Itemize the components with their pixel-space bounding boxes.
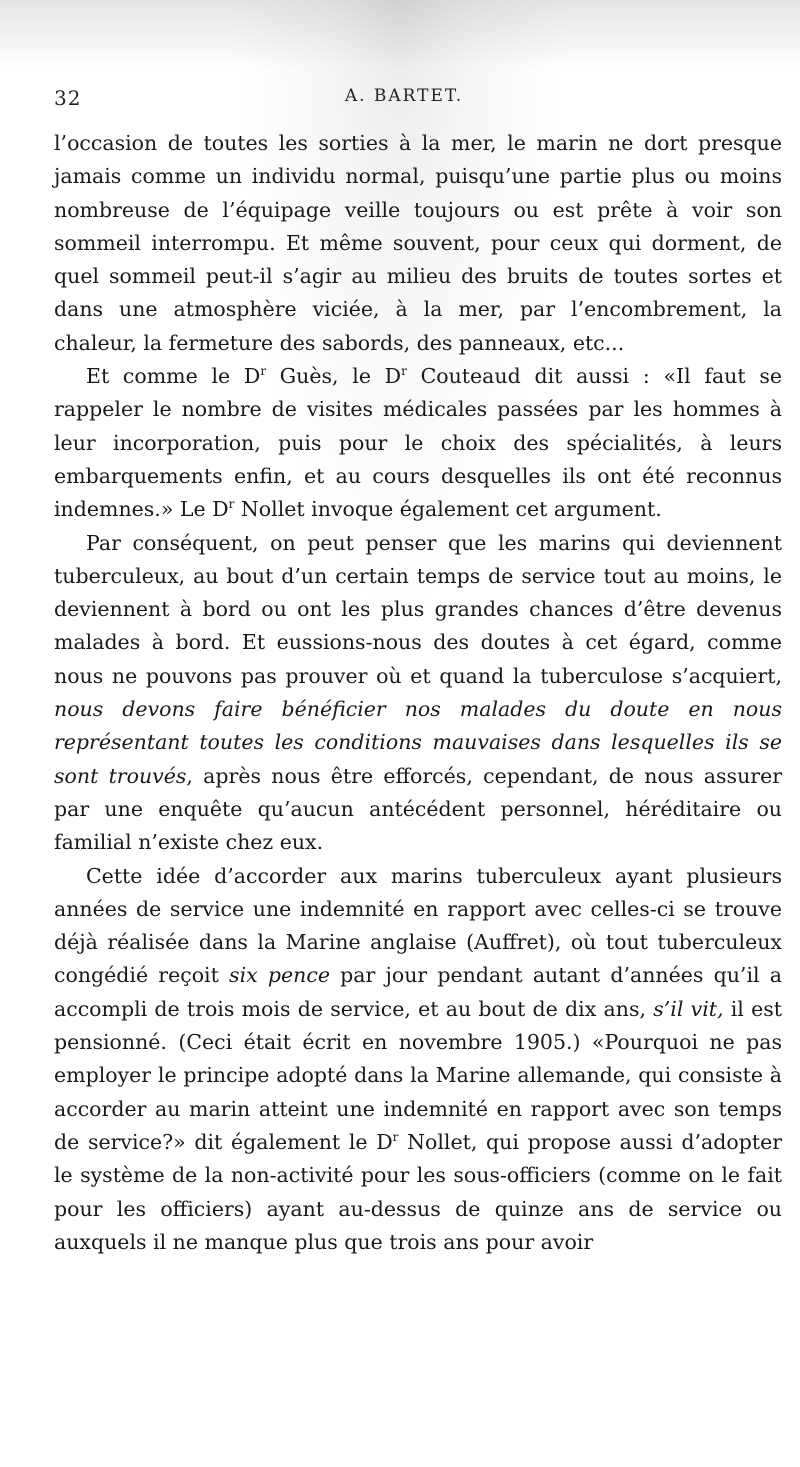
paragraph-4-text-c: il est pensionné. (Ceci était écrit en novembre 1905.) «Pourquoi ne pas employer le principe adopté dans la Marine allemande, qui consiste à accorder au marin atteint une indemnité en rapport avec son temps de service?» dit également le D <box>54 996 782 1154</box>
body-text <box>54 127 782 1259</box>
paragraph-4-text-b: par jour pendant autant d’années qu’il a accompli de trois mois de service, et au bout de dix ans, <box>54 963 782 1021</box>
paragraph-3-text-b: , après nous être efforcés, cependant, de nous assurer par une enquête qu’aucun antécédent personnel, héréditaire ou familial n’existe chez eux. <box>54 763 782 855</box>
page-number: 32 <box>54 86 82 110</box>
scan-shadow <box>0 0 800 70</box>
paragraph-4-text-d: Nollet, qui propose aussi d’adopter le système de la non-activité pour les sous-officiers (comme on le fait pour les officiers) ayant au-dessus de quinze ans de service ou auxquels il ne manque plus que trois ans pour avoir <box>54 1129 782 1254</box>
paragraph-3-text-a: Par conséquent, on peut penser que les marins qui deviennent tuberculeux, au bout d’un certain temps de service tout au moins, le deviennent à bord ou ont les plus grandes chances d’être devenus malades à bord. Et eussions-nous des doutes à cet égard, comme nous ne pouvons pas prouver où et quand la tuberculose s’acquiert, <box>54 530 782 688</box>
paragraph-3-italic: nous devons faire bénéficier nos malades du doute en nous représentant toutes les conditions mauvaises dans lesquelles ils se sont trouvés <box>54 697 782 788</box>
paragraph-2-text-d: Nollet invoque également cet argument. <box>234 497 662 522</box>
paragraph-4 <box>54 860 782 1260</box>
paragraph-2 <box>54 360 782 526</box>
paragraph-1-text: l’occasion de toutes les sorties à la mer, le marin ne dort presque jamais comme un individu normal, puisqu’une partie plus ou moins nombreuse de l’équipage veille toujours ou est prête à voir son sommeil interrompu. Et même souvent, pour ceux qui dorment, de quel sommeil peut-il s’agir au milieu des bruits de toutes sortes et dans une atmosphère viciée, à la mer, par l’encombrement, la chaleur, la fermeture des sabords, des panneaux, etc... <box>54 131 782 355</box>
superscript: r <box>228 497 235 512</box>
superscript: r <box>260 364 267 379</box>
page-header <box>54 86 754 112</box>
paragraph-1 <box>54 127 782 360</box>
running-head: A. BARTET. <box>344 86 464 106</box>
paragraph-4-italic-1: six pence <box>229 963 330 988</box>
superscript: r <box>401 364 407 379</box>
paragraph-4-italic-2: s’il vit, <box>653 996 724 1021</box>
superscript: r <box>392 1129 399 1144</box>
paragraph-2-text-a: Et comme le D <box>86 364 261 389</box>
paragraph-2-text-c: Couteaud dit aussi : «Il faut se rappeler le nombre de visites médicales passées par les hommes à leur incorporation, puis pour le choix des spécialités, à leurs embarquements enfin, et au cours desquelles ils ont été reconnus indemnes.» Le D <box>54 364 782 522</box>
paragraph-2-text-b: Guès, le D <box>266 364 402 389</box>
paragraph-4-text-a: Cette idée d’accorder aux marins tuberculeux ayant plusieurs années de service une indemnité en rapport avec celles-ci se trouve déjà réalisée dans la Marine anglaise (Auffret), où tout tuberculeux congédié reçoit <box>54 863 782 988</box>
paragraph-3 <box>54 527 782 860</box>
